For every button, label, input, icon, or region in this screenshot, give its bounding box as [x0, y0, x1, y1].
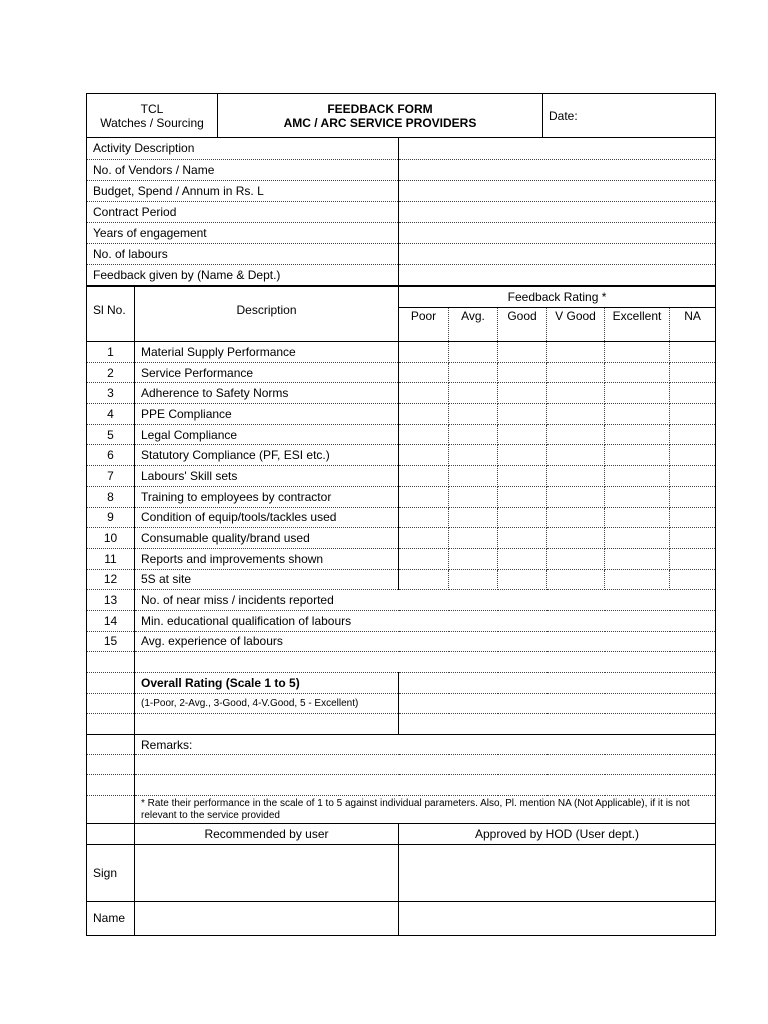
- rating-cell[interactable]: [449, 342, 498, 363]
- rating-cell[interactable]: [449, 362, 498, 383]
- company-cell: [87, 94, 218, 138]
- table-row: [87, 424, 716, 445]
- rating-cell[interactable]: [547, 342, 605, 363]
- rating-cell[interactable]: [399, 507, 449, 528]
- form-title: FEEDBACK FORM: [327, 101, 433, 116]
- item-number: 8: [87, 486, 135, 507]
- rating-cell[interactable]: [498, 486, 547, 507]
- overall-rating-input[interactable]: [399, 673, 716, 694]
- item-description: Reports and improvements shown: [135, 548, 399, 569]
- rating-column-header: Avg.: [449, 307, 498, 341]
- rating-cell[interactable]: [605, 507, 670, 528]
- rating-cell[interactable]: [670, 528, 716, 549]
- table-row: [87, 342, 716, 363]
- rating-cell[interactable]: [670, 342, 716, 363]
- info-value-field[interactable]: [399, 243, 716, 264]
- item-number: 1: [87, 342, 135, 363]
- item-description: No. of near miss / incidents reported: [135, 590, 399, 611]
- rating-cell[interactable]: [670, 548, 716, 569]
- overall-rating-scale: (1-Poor, 2-Avg., 3-Good, 4-V.Good, 5 - Excellent): [135, 694, 399, 714]
- info-label: No. of labours: [87, 243, 399, 264]
- rating-cell[interactable]: [547, 548, 605, 569]
- feedback-form: [86, 93, 715, 936]
- info-section: [86, 138, 716, 286]
- rating-cell[interactable]: [498, 362, 547, 383]
- rating-cell[interactable]: [670, 569, 716, 590]
- info-value-field[interactable]: [399, 222, 716, 243]
- rating-cell[interactable]: [547, 507, 605, 528]
- rating-cell[interactable]: [670, 486, 716, 507]
- item-description: Statutory Compliance (PF, ESI etc.): [135, 445, 399, 466]
- approved-name-field[interactable]: [399, 901, 716, 935]
- rating-cell[interactable]: [449, 404, 498, 425]
- rating-cell[interactable]: [449, 569, 498, 590]
- rating-cell[interactable]: [449, 548, 498, 569]
- table-row: [87, 383, 716, 404]
- item-number: 13: [87, 590, 135, 611]
- table-row: [87, 362, 716, 383]
- rating-cell[interactable]: [498, 424, 547, 445]
- rating-cell[interactable]: [399, 383, 449, 404]
- item-number: 10: [87, 528, 135, 549]
- remarks-line[interactable]: [135, 775, 716, 796]
- item-number: 2: [87, 362, 135, 383]
- rating-cell[interactable]: [449, 507, 498, 528]
- rating-cell[interactable]: [498, 404, 547, 425]
- rating-cell[interactable]: [547, 383, 605, 404]
- item-description: Training to employees by contractor: [135, 486, 399, 507]
- rating-cell[interactable]: [547, 424, 605, 445]
- rating-cell[interactable]: [605, 486, 670, 507]
- rating-cell[interactable]: [399, 528, 449, 549]
- rating-cell[interactable]: [670, 507, 716, 528]
- rating-cell[interactable]: [399, 548, 449, 569]
- recommended-sign-field[interactable]: [135, 844, 399, 901]
- overall-rating-label: Overall Rating (Scale 1 to 5): [135, 673, 399, 694]
- item-description: Min. educational qualification of labours: [135, 610, 399, 631]
- info-label: Activity Description: [87, 138, 399, 159]
- table-row: [87, 486, 716, 507]
- item-description: Condition of equip/tools/tackles used: [135, 507, 399, 528]
- table-row: [87, 569, 716, 590]
- table-row: [87, 528, 716, 549]
- item-description: Avg. experience of labours: [135, 631, 399, 652]
- rating-cell[interactable]: [547, 486, 605, 507]
- rating-cell[interactable]: [547, 404, 605, 425]
- info-value-field[interactable]: [399, 180, 716, 201]
- rating-cell[interactable]: [547, 362, 605, 383]
- rating-cell[interactable]: [605, 445, 670, 466]
- rating-cell[interactable]: [399, 569, 449, 590]
- rating-cell[interactable]: [605, 466, 670, 487]
- table-row: [87, 445, 716, 466]
- rating-column-header: V Good: [547, 307, 605, 341]
- approved-by-header: Approved by HOD (User dept.): [399, 824, 716, 844]
- sl-no-header: Sl No.: [87, 286, 135, 341]
- rating-cell[interactable]: [399, 404, 449, 425]
- rating-cell[interactable]: [670, 383, 716, 404]
- recommended-by-header: Recommended by user: [135, 824, 399, 844]
- rating-cell[interactable]: [547, 466, 605, 487]
- rating-cell[interactable]: [498, 342, 547, 363]
- item-description: Legal Compliance: [135, 424, 399, 445]
- item-description: Adherence to Safety Norms: [135, 383, 399, 404]
- rating-table: [86, 342, 716, 825]
- rating-cell[interactable]: [670, 424, 716, 445]
- info-label: Feedback given by (Name & Dept.): [87, 264, 399, 285]
- rating-cell[interactable]: [670, 445, 716, 466]
- item-number: 15: [87, 631, 135, 652]
- rating-cell[interactable]: [670, 362, 716, 383]
- rating-cell[interactable]: [449, 383, 498, 404]
- info-value-field[interactable]: [399, 264, 716, 285]
- rating-cell[interactable]: [605, 362, 670, 383]
- rating-cell[interactable]: [399, 486, 449, 507]
- rating-cell[interactable]: [498, 569, 547, 590]
- title-cell: [218, 94, 543, 138]
- info-value-field[interactable]: [399, 138, 716, 159]
- rating-cell[interactable]: [547, 528, 605, 549]
- table-row: [87, 507, 716, 528]
- item-number: 9: [87, 507, 135, 528]
- item-number: 7: [87, 466, 135, 487]
- rating-cell[interactable]: [399, 466, 449, 487]
- feedback-rating-header: Feedback Rating *: [399, 286, 716, 307]
- form-header: [86, 93, 716, 138]
- rating-cell[interactable]: [670, 404, 716, 425]
- rating-cell[interactable]: [498, 445, 547, 466]
- rating-cell[interactable]: [605, 404, 670, 425]
- rating-cell[interactable]: [399, 631, 716, 652]
- item-description: Service Performance: [135, 362, 399, 383]
- item-number: 4: [87, 404, 135, 425]
- company-name: TCL: [140, 101, 164, 116]
- table-row: [87, 610, 716, 631]
- info-label: Years of engagement: [87, 222, 399, 243]
- info-label: Budget, Spend / Annum in Rs. L: [87, 180, 399, 201]
- rating-cell[interactable]: [605, 424, 670, 445]
- approved-sign-field[interactable]: [399, 844, 716, 901]
- rating-column-header: NA: [670, 307, 716, 341]
- rating-cell[interactable]: [605, 383, 670, 404]
- form-subtitle: AMC / ARC SERVICE PROVIDERS: [283, 115, 477, 130]
- item-number: 3: [87, 383, 135, 404]
- item-number: 5: [87, 424, 135, 445]
- item-number: 6: [87, 445, 135, 466]
- rating-cell[interactable]: [498, 548, 547, 569]
- rating-cell[interactable]: [449, 466, 498, 487]
- remarks-line[interactable]: [135, 755, 716, 775]
- rating-cell[interactable]: [547, 445, 605, 466]
- table-row: [87, 466, 716, 487]
- rating-cell[interactable]: [399, 342, 449, 363]
- rating-cell[interactable]: [605, 342, 670, 363]
- rating-cell[interactable]: [498, 466, 547, 487]
- rating-header: [86, 286, 716, 342]
- name-label: Name: [87, 901, 135, 935]
- info-value-field[interactable]: [399, 159, 716, 180]
- rating-cell[interactable]: [399, 445, 449, 466]
- table-row: [87, 548, 716, 569]
- remarks-label: Remarks:: [135, 735, 716, 755]
- description-header: Description: [135, 286, 399, 341]
- info-value-field[interactable]: [399, 201, 716, 222]
- rating-cell[interactable]: [498, 383, 547, 404]
- rating-cell[interactable]: [399, 590, 716, 611]
- item-description: PPE Compliance: [135, 404, 399, 425]
- item-description: Consumable quality/brand used: [135, 528, 399, 549]
- rating-cell[interactable]: [605, 548, 670, 569]
- rating-cell[interactable]: [449, 528, 498, 549]
- rating-cell[interactable]: [670, 466, 716, 487]
- company-department: Watches / Sourcing: [100, 115, 204, 130]
- info-label: Contract Period: [87, 201, 399, 222]
- item-number: 14: [87, 610, 135, 631]
- item-description: 5S at site: [135, 569, 399, 590]
- item-description: Labours' Skill sets: [135, 466, 399, 487]
- table-row: [87, 631, 716, 652]
- table-row: [87, 590, 716, 611]
- footnote: * Rate their performance in the scale of 1 to 5 against individual parameters. Also, Pl. mention NA (Not Applicable), if it is not relevant to the service provided: [135, 796, 716, 824]
- rating-cell[interactable]: [498, 528, 547, 549]
- table-row: [87, 404, 716, 425]
- item-number: 11: [87, 548, 135, 569]
- rating-cell[interactable]: [498, 507, 547, 528]
- rating-cell[interactable]: [605, 569, 670, 590]
- info-label: No. of Vendors / Name: [87, 159, 399, 180]
- date-field[interactable]: Date:: [543, 94, 716, 138]
- approval-section: [86, 824, 716, 936]
- rating-cell[interactable]: [547, 569, 605, 590]
- item-description: Material Supply Performance: [135, 342, 399, 363]
- item-number: 12: [87, 569, 135, 590]
- sign-label: Sign: [87, 844, 135, 901]
- rating-cell[interactable]: [399, 610, 716, 631]
- rating-cell[interactable]: [449, 486, 498, 507]
- recommended-name-field[interactable]: [135, 901, 399, 935]
- rating-cell[interactable]: [449, 424, 498, 445]
- rating-cell[interactable]: [605, 528, 670, 549]
- rating-column-header: Poor: [399, 307, 449, 341]
- rating-cell[interactable]: [399, 362, 449, 383]
- rating-cell[interactable]: [449, 445, 498, 466]
- rating-column-header: Good: [498, 307, 547, 341]
- rating-cell[interactable]: [399, 424, 449, 445]
- rating-column-header: Excellent: [605, 307, 670, 341]
